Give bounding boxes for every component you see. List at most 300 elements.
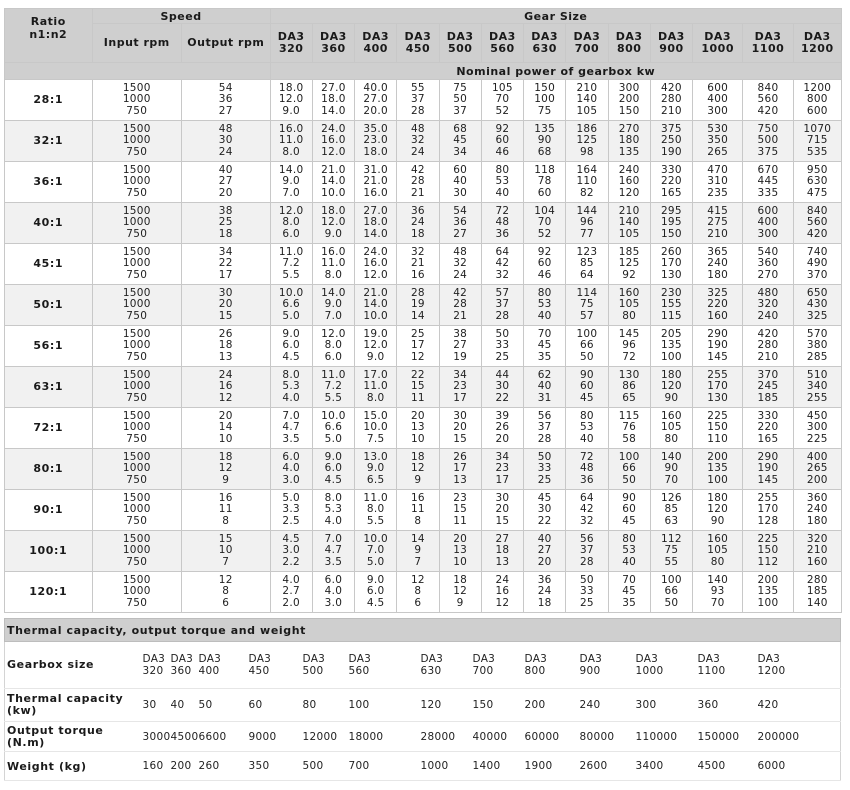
cell-line: 125: [618, 257, 640, 270]
cell-line: 750: [126, 432, 148, 445]
cell-line: 18: [218, 339, 233, 352]
thermal-title: Thermal capacity, output torque and weight: [5, 619, 841, 642]
cell-line: 9.0: [282, 104, 300, 117]
cell-line: 120: [707, 503, 729, 516]
power-cell: [608, 121, 650, 162]
cell-line: 9.0: [324, 298, 343, 311]
cell-line: 220: [660, 175, 682, 188]
cell-line: 840: [757, 82, 779, 95]
cell-line: 27.0: [363, 93, 388, 106]
cell-line: 180: [707, 268, 729, 281]
cell-line: 36: [537, 574, 552, 587]
cell-line: 45: [622, 514, 637, 527]
cell-line: 38: [453, 328, 468, 341]
ratio-cell: 28:1: [5, 80, 93, 121]
cell-line: 55: [410, 82, 425, 95]
table-row: [5, 531, 842, 572]
cell-line: 630: [806, 175, 828, 188]
input-rpm-cell: [92, 244, 182, 285]
thermal-value: 80000: [579, 722, 635, 752]
cell-line: 105: [660, 421, 682, 434]
cell-line: 85: [664, 503, 679, 516]
cell-line: 70: [537, 328, 552, 341]
power-cell: [693, 244, 743, 285]
power-cell: [397, 408, 439, 449]
cell-line: 22: [495, 391, 510, 404]
cell-line: 12: [218, 391, 233, 404]
cell-line: 2.7: [282, 585, 300, 598]
power-cell: [693, 572, 743, 613]
thermal-value: [472, 642, 524, 689]
cell-line: 35: [537, 350, 552, 363]
power-cell: [693, 203, 743, 244]
cell-line: 40: [537, 380, 552, 393]
cell-line: 11: [410, 503, 425, 516]
cell-line: 4.5: [282, 533, 300, 546]
cell-line: 160: [707, 533, 729, 546]
cell-line: 96: [622, 339, 637, 352]
cell-line: 32: [579, 514, 594, 527]
cell-line: 1000: [122, 503, 151, 516]
cell-line: 600: [707, 82, 729, 95]
power-cell: [312, 121, 354, 162]
power-cell: [693, 326, 743, 367]
cell-line: 900: [579, 665, 601, 677]
table-row: [5, 121, 842, 162]
cell-line: 9.0: [366, 350, 385, 363]
cell-line: 14.0: [321, 104, 346, 117]
power-cell: [650, 326, 692, 367]
cell-line: 250: [660, 134, 682, 147]
cell-line: 1500: [122, 492, 151, 505]
cell-line: 14: [410, 309, 425, 322]
input-rpm-cell: [92, 121, 182, 162]
power-cell: [793, 244, 841, 285]
cell-line: 13: [495, 555, 510, 568]
thermal-value: 1900: [524, 752, 579, 781]
cell-line: 9: [414, 544, 422, 557]
cell-line: 230: [660, 287, 682, 300]
cell-line: 90: [537, 134, 552, 147]
cell-line: 170: [660, 257, 682, 270]
cell-line: 380: [806, 339, 828, 352]
cell-line: 245: [757, 380, 779, 393]
cell-line: 90: [664, 391, 679, 404]
power-cell: [397, 367, 439, 408]
cell-line: 52: [495, 104, 510, 117]
cell-line: 36: [579, 473, 594, 486]
cell-line: 5.0: [282, 492, 300, 505]
power-cell: [743, 490, 793, 531]
gear-size-col-header: [355, 24, 397, 63]
output-rpm-cell: [182, 531, 271, 572]
cell-line: 12: [218, 462, 233, 475]
cell-line: 560: [490, 42, 515, 55]
cell-line: 1000: [122, 134, 151, 147]
power-cell: [650, 121, 692, 162]
power-cell: [566, 572, 608, 613]
ratio-header: Ratio n1:n2: [5, 9, 93, 63]
cell-line: 260: [660, 246, 682, 259]
cell-line: 57: [579, 309, 594, 322]
cell-line: 25: [495, 350, 510, 363]
cell-line: 37: [453, 104, 468, 117]
cell-line: 310: [707, 175, 729, 188]
cell-line: 26: [495, 421, 510, 434]
cell-line: 70: [495, 93, 510, 106]
power-cell: [743, 121, 793, 162]
cell-line: 70: [664, 473, 679, 486]
output-rpm-cell: [182, 203, 271, 244]
cell-line: 6.0: [282, 451, 300, 464]
power-cell: [566, 244, 608, 285]
cell-line: 80: [622, 309, 637, 322]
cell-line: 20: [537, 555, 552, 568]
power-cell: [439, 203, 481, 244]
cell-line: 13: [453, 544, 468, 557]
cell-line: 16: [218, 492, 233, 505]
cell-line: 180: [618, 134, 640, 147]
thermal-value: 40: [170, 689, 198, 722]
cell-line: 60: [453, 164, 468, 177]
cell-line: 1000: [122, 298, 151, 311]
cell-line: DA3: [754, 30, 782, 43]
thermal-value: 150: [472, 689, 524, 722]
cell-line: DA3: [697, 653, 721, 665]
cell-line: 6.6: [282, 298, 300, 311]
cell-line: 9: [456, 596, 464, 609]
cell-line: 24: [410, 145, 425, 158]
power-cell: [270, 203, 312, 244]
gear-size-col-header: [743, 24, 793, 63]
cell-line: 6: [222, 596, 230, 609]
cell-line: 9.0: [366, 574, 385, 587]
cell-line: 4.5: [366, 596, 385, 609]
input-rpm-cell: [92, 203, 182, 244]
cell-line: 165: [757, 432, 779, 445]
power-cell: [566, 121, 608, 162]
power-cell: [481, 203, 523, 244]
cell-line: 1000: [122, 216, 151, 229]
cell-line: DA3: [170, 653, 194, 665]
cell-line: 58: [622, 432, 637, 445]
thermal-row: [5, 689, 841, 722]
power-cell: [397, 490, 439, 531]
power-cell: [608, 162, 650, 203]
table-row: [5, 367, 842, 408]
cell-line: 950: [806, 164, 828, 177]
cell-line: 115: [660, 309, 682, 322]
cell-line: 450: [405, 42, 431, 55]
cell-line: 20.0: [363, 104, 388, 117]
cell-line: 5.0: [366, 555, 385, 568]
cell-line: 185: [618, 246, 640, 259]
cell-line: 17: [453, 391, 468, 404]
power-cell: [439, 490, 481, 531]
input-rpm-cell: [92, 449, 182, 490]
power-cell: [397, 80, 439, 121]
cell-line: 255: [806, 391, 828, 404]
cell-line: 8.0: [366, 503, 385, 516]
cell-line: 470: [707, 164, 729, 177]
power-cell: [397, 162, 439, 203]
cell-line: 325: [707, 287, 729, 300]
thermal-row: [5, 752, 841, 781]
cell-line: 12: [218, 574, 233, 587]
cell-line: 42: [453, 287, 468, 300]
cell-line: 270: [618, 123, 640, 136]
cell-line: 135: [534, 123, 556, 136]
cell-line: 840: [806, 205, 828, 218]
cell-line: 40.0: [363, 82, 388, 95]
cell-line: 8.0: [324, 268, 343, 281]
cell-line: 52: [537, 227, 552, 240]
power-cell: [481, 449, 523, 490]
power-cell: [566, 80, 608, 121]
cell-line: 10.0: [321, 186, 346, 199]
thermal-value: 700: [348, 752, 420, 781]
cell-line: 295: [660, 205, 682, 218]
cell-line: 92: [495, 123, 510, 136]
thermal-value: [302, 642, 348, 689]
power-cell: [608, 326, 650, 367]
label-line: Output torque: [7, 723, 104, 737]
thermal-value: 260: [198, 752, 248, 781]
cell-line: 44: [495, 369, 510, 382]
cell-line: 64: [579, 268, 594, 281]
gear-size-col-header: [270, 24, 312, 63]
power-cell: [312, 572, 354, 613]
cell-line: 90: [622, 492, 637, 505]
input-rpm-cell: [92, 367, 182, 408]
cell-line: 60: [537, 257, 552, 270]
cell-line: 210: [757, 350, 779, 363]
cell-line: 1500: [122, 246, 151, 259]
cell-line: 40: [579, 432, 594, 445]
cell-line: 2.2: [282, 555, 300, 568]
power-cell: [270, 285, 312, 326]
cell-line: 15: [218, 309, 233, 322]
cell-line: DA3: [248, 653, 272, 665]
cell-line: 135: [707, 462, 729, 475]
table-row: [5, 408, 842, 449]
cell-line: 11.0: [321, 257, 346, 270]
cell-line: DA3: [635, 653, 659, 665]
cell-line: 490: [806, 257, 828, 270]
cell-line: 1100: [697, 665, 726, 677]
cell-line: 48: [453, 246, 468, 259]
cell-line: 255: [757, 492, 779, 505]
power-cell: [693, 449, 743, 490]
cell-line: 37: [537, 421, 552, 434]
cell-line: 17.0: [363, 369, 388, 382]
cell-line: 280: [806, 574, 828, 587]
power-cell: [312, 244, 354, 285]
power-cell: [743, 367, 793, 408]
cell-line: 8.0: [324, 492, 343, 505]
power-cell: [608, 285, 650, 326]
power-cell: [397, 203, 439, 244]
cell-line: 45: [579, 391, 594, 404]
cell-line: 1500: [122, 82, 151, 95]
ratio-cell: 63:1: [5, 367, 93, 408]
cell-line: 18.0: [321, 93, 346, 106]
cell-line: 20: [495, 432, 510, 445]
cell-line: 50: [622, 473, 637, 486]
power-cell: [481, 490, 523, 531]
cell-line: 38: [218, 205, 233, 218]
cell-line: 5.3: [324, 503, 343, 516]
cell-line: 210: [806, 544, 828, 557]
thermal-value: [579, 642, 635, 689]
power-cell: [743, 80, 793, 121]
cell-line: 400: [757, 216, 779, 229]
gear-size-col-header: [481, 24, 523, 63]
cell-line: 20: [495, 503, 510, 516]
cell-line: 24.0: [363, 246, 388, 259]
cell-line: 12: [495, 596, 510, 609]
cell-line: 600: [757, 205, 779, 218]
cell-line: 28: [579, 555, 594, 568]
thermal-value: 240: [579, 689, 635, 722]
power-cell: [793, 572, 841, 613]
cell-line: 300: [707, 104, 729, 117]
cell-line: DA3: [615, 30, 643, 43]
cell-line: 320: [142, 665, 164, 677]
power-cell: [608, 367, 650, 408]
cell-line: 2.0: [282, 596, 300, 609]
cell-line: 210: [660, 104, 682, 117]
cell-line: 800: [616, 42, 642, 55]
cell-line: 4.0: [282, 391, 300, 404]
power-cell: [650, 572, 692, 613]
cell-line: 50: [453, 93, 468, 106]
nominal-spacer: [5, 63, 271, 80]
cell-line: 200: [806, 473, 828, 486]
output-rpm-cell: [182, 367, 271, 408]
cell-line: 750: [126, 309, 148, 322]
cell-line: 10.0: [363, 533, 388, 546]
power-cell: [355, 490, 397, 531]
cell-line: 2.5: [282, 514, 300, 527]
cell-line: 23.0: [363, 134, 388, 147]
cell-line: 14.0: [278, 164, 304, 177]
cell-line: 12: [410, 462, 425, 475]
cell-line: 8: [414, 585, 422, 598]
cell-line: 80: [537, 287, 552, 300]
cell-line: 23: [453, 492, 468, 505]
cell-line: 65: [622, 391, 637, 404]
power-cell: [397, 449, 439, 490]
cell-line: 140: [707, 574, 729, 587]
power-cell: [743, 531, 793, 572]
cell-line: 270: [757, 268, 779, 281]
cell-line: 75: [664, 544, 679, 557]
cell-line: 1200: [801, 42, 834, 55]
cell-line: 9: [414, 473, 422, 486]
cell-line: DA3: [198, 653, 222, 665]
cell-line: 105: [618, 298, 640, 311]
power-cell: [355, 203, 397, 244]
cell-line: 18.0: [363, 145, 388, 158]
cell-line: 12: [453, 585, 468, 598]
cell-line: 160: [707, 309, 729, 322]
cell-line: 160: [806, 555, 828, 568]
cell-line: DA3: [531, 30, 559, 43]
power-cell: [270, 490, 312, 531]
cell-line: 45: [537, 492, 552, 505]
power-cell: [743, 244, 793, 285]
cell-line: 180: [707, 492, 729, 505]
table-row: [5, 326, 842, 367]
cell-line: 670: [757, 164, 779, 177]
cell-line: 25: [218, 216, 233, 229]
table-row: [5, 203, 842, 244]
cell-line: 12.0: [321, 145, 346, 158]
cell-line: 3.5: [324, 555, 343, 568]
cell-line: 340: [806, 380, 828, 393]
cell-line: 200: [707, 451, 729, 464]
power-cell: [481, 572, 523, 613]
power-cell: [650, 490, 692, 531]
cell-line: 280: [757, 339, 779, 352]
cell-line: 140: [618, 216, 640, 229]
cell-line: 750: [126, 555, 148, 568]
cell-line: 75: [537, 104, 552, 117]
cell-line: 123: [576, 246, 598, 259]
cell-line: 280: [660, 93, 682, 106]
gear-size-header: Gear Size: [270, 9, 841, 24]
cell-line: 11: [453, 514, 468, 527]
cell-line: 7.0: [324, 533, 343, 546]
cell-line: 5.5: [282, 268, 300, 281]
power-cell: [524, 449, 566, 490]
label-line: (N.m): [7, 735, 45, 749]
cell-line: 42: [579, 503, 594, 516]
cell-line: 9.0: [282, 175, 300, 188]
cell-line: 24: [218, 145, 233, 158]
cell-line: 9.0: [324, 227, 343, 240]
cell-line: 10: [453, 555, 468, 568]
cell-line: 1100: [751, 42, 785, 55]
power-cell: [566, 203, 608, 244]
power-cell: [608, 244, 650, 285]
cell-line: 20: [453, 421, 468, 434]
thermal-value: 4500: [170, 722, 198, 752]
cell-line: 36: [218, 93, 233, 106]
cell-line: 54: [453, 205, 468, 218]
cell-line: 375: [757, 145, 779, 158]
cell-line: 5.5: [324, 391, 343, 404]
output-rpm-cell: [182, 244, 271, 285]
cell-line: 18: [495, 544, 510, 557]
power-cell: [793, 80, 841, 121]
cell-line: DA3: [420, 653, 444, 665]
power-cell: [439, 80, 481, 121]
cell-line: 13: [410, 421, 425, 434]
cell-line: DA3: [658, 30, 685, 43]
cell-line: 800: [524, 665, 546, 677]
power-cell: [397, 121, 439, 162]
cell-line: 76: [622, 421, 637, 434]
cell-line: 45: [453, 134, 468, 147]
cell-line: 27.0: [363, 205, 388, 218]
power-cell: [355, 572, 397, 613]
cell-line: 20: [410, 410, 425, 423]
cell-line: 300: [806, 421, 828, 434]
power-cell: [693, 121, 743, 162]
cell-line: 135: [660, 339, 682, 352]
